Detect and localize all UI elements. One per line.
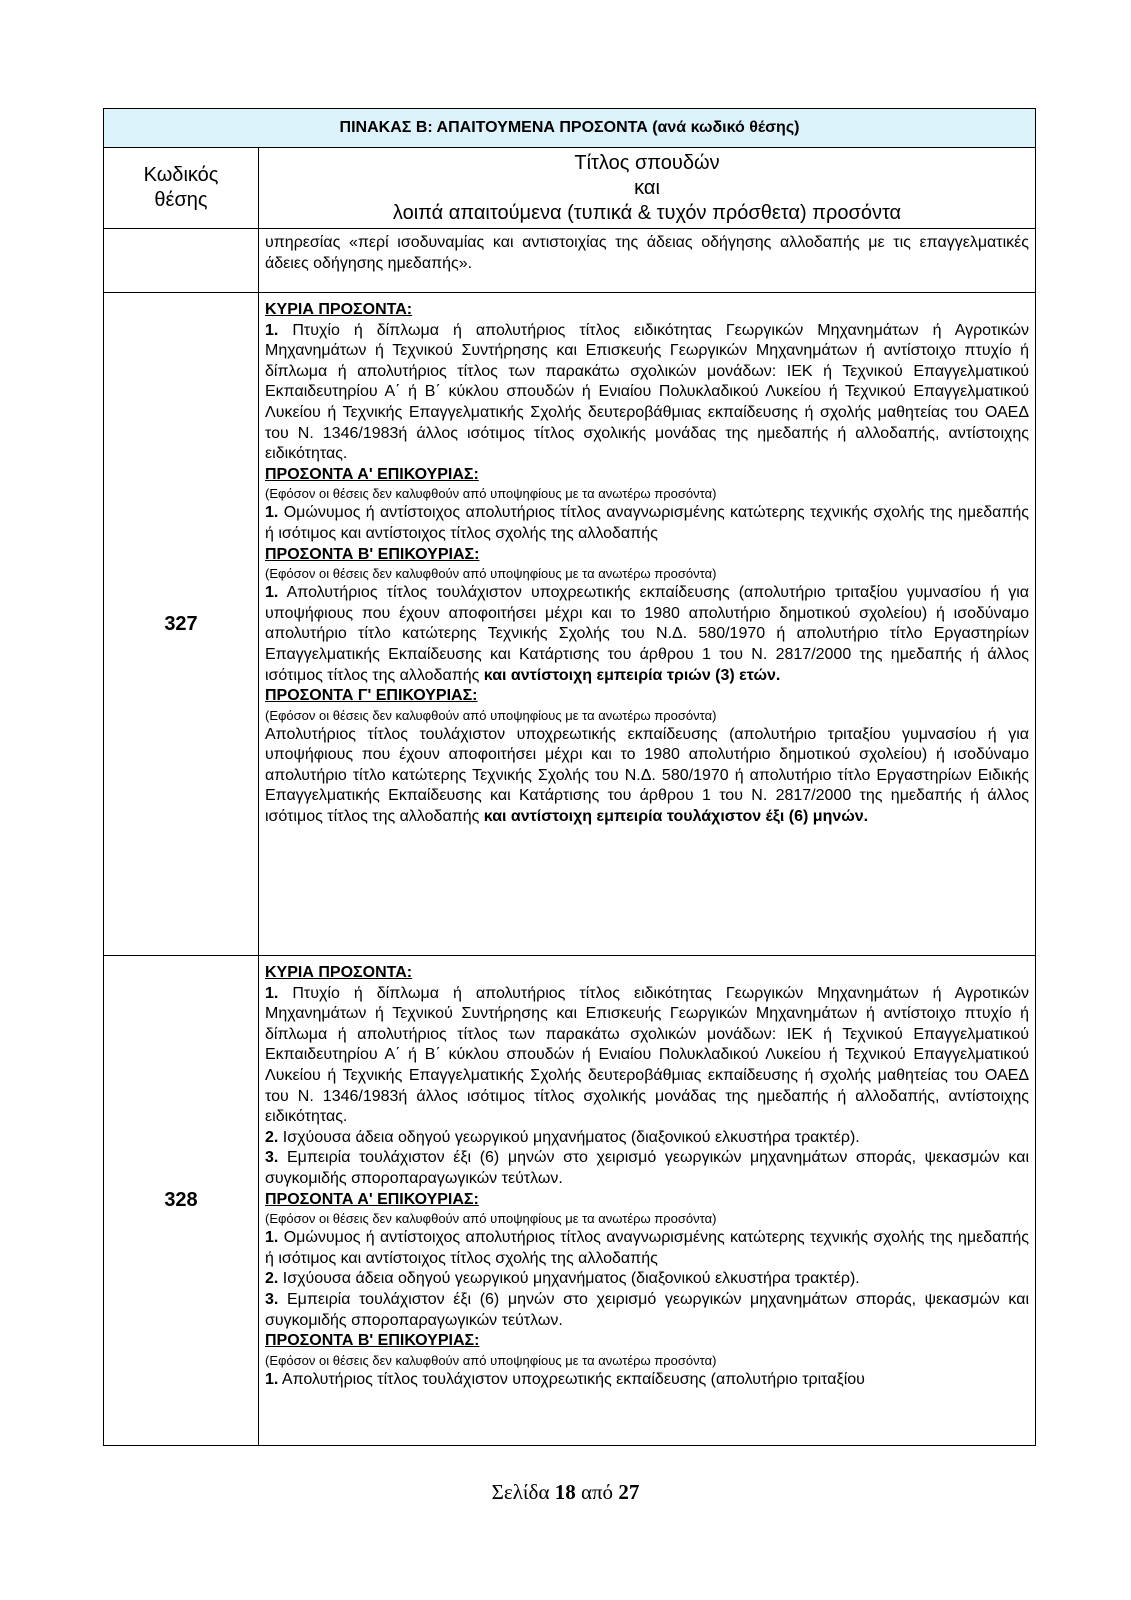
a-qualifications-heading: ΠΡΟΣΟΝΤΑ Α' ΕΠΙΚΟΥΡΙΑΣ: xyxy=(265,465,479,483)
fallback-note: (Εφόσον οι θέσεις δεν καλυφθούν από υποψηφίους με τα ανωτέρω προσόντα) xyxy=(265,707,717,723)
item-text: Απολυτήριος τίτλος τουλάχιστον υποχρεωτικής εκπαίδευσης (απολυτήριο τριταξίου γυμνασίου ή για υποψήφιους που έχουν αποφοιτήσει μέχρι και το 1980 απολυτήριο δημοτικού σχολείου) ή ισοδύναμο απολυτήριο τίτλο κατώτερης Τεχνικής Σχολής του Ν.Δ. 580/1970 ή απολυτήριο τίτλο Εργαστηρίων Επαγγελματικής Εκπαίδευσης και Κατάρτισης του άρθρου 1 του Ν. 2817/2000 της ημεδαπής ή άλλος ισότιμος τίτλος της αλλοδαπής xyxy=(265,584,1030,684)
requirements-cell xyxy=(259,956,1036,1446)
footer-total-pages: 27 xyxy=(618,1480,640,1504)
item-text: Ομώνυμος ή αντίστοιχος απολυτήριος τίτλος αναγνωρισμένης κατώτερης τεχνικής σχολής της ημεδαπής ή ισότιμος και αντίστοιχος τίτλος σχολής της αλλοδαπής xyxy=(265,504,1030,542)
item-number: 1. xyxy=(265,321,279,339)
item-number: 2. xyxy=(265,1128,279,1146)
page-footer xyxy=(0,1480,1131,1505)
item-number: 1. xyxy=(265,1370,279,1388)
header-text-line3: λοιπά απαιτούμενα (τυπικά & τυχόν πρόσθετα) προσόντα xyxy=(392,202,902,224)
list-item xyxy=(265,1128,1029,1149)
continuation-text: υπηρεσίας «περί ισοδυναμίας και αντιστοιχίας της άδειας οδήγησης αλλοδαπής με τις επαγγελματικές άδειες οδήγησης ημεδαπής». xyxy=(259,229,1036,293)
header-text-line1: Τίτλος σπουδών xyxy=(574,152,720,174)
table-title-row xyxy=(104,109,1036,148)
list-item xyxy=(265,583,1029,686)
list-item xyxy=(265,321,1029,465)
position-code: 328 xyxy=(104,956,259,1446)
item-text: Ισχύουσα άδεια οδηγού γεωργικού μηχανήματος (διαξονικού ελκυστήρα τρακτέρ). xyxy=(282,1128,860,1146)
list-item xyxy=(265,725,1029,828)
header-text-cell xyxy=(259,148,1036,229)
item-text: Ομώνυμος ή αντίστοιχος απολυτήριος τίτλος αναγνωρισμένης κατώτερης τεχνικής σχολής της ημεδαπής ή ισότιμος και αντίστοιχος τίτλος σχολής της αλλοδαπής xyxy=(265,1229,1030,1267)
fallback-note: (Εφόσον οι θέσεις δεν καλυφθούν από υποψηφίους με τα ανωτέρω προσόντα) xyxy=(265,486,717,502)
fallback-note: (Εφόσον οι θέσεις δεν καλυφθούν από υποψηφίους με τα ανωτέρω προσόντα) xyxy=(265,566,717,582)
list-item xyxy=(265,1269,1029,1290)
item-number: 1. xyxy=(265,1229,279,1247)
list-item xyxy=(265,1148,1029,1189)
fallback-note: (Εφόσον οι θέσεις δεν καλυφθούν από υποψηφίους με τα ανωτέρω προσόντα) xyxy=(265,1352,717,1368)
item-number: 1. xyxy=(265,504,279,522)
table-title: ΠΙΝΑΚΑΣ Β: ΑΠΑΙΤΟΥΜΕΝΑ ΠΡΟΣΟΝΤΑ (ανά κωδικό θέσης) xyxy=(104,109,1036,148)
item-text: Εμπειρία τουλάχιστον έξι (6) μηνών στο χειρισμό γεωργικών μηχανημάτων σποράς, ψεκασμών και συγκομιδής σποροπαραγωγικών τεύτλων. xyxy=(265,1149,1030,1187)
main-qualifications-heading: ΚΥΡΙΑ ΠΡΟΣΟΝΤΑ: xyxy=(265,301,413,318)
item-text: Ισχύουσα άδεια οδηγού γεωργικού μηχανήματος (διαξονικού ελκυστήρα τρακτέρ). xyxy=(282,1270,860,1288)
position-code: 327 xyxy=(104,293,259,956)
item-number: 3. xyxy=(265,1149,279,1167)
item-text: Απολυτήριος τίτλος τουλάχιστον υποχρεωτικής εκπαίδευσης (απολυτήριο τριταξίου γυμνασίου ή για υποψήφιους που έχουν αποφοιτήσει μέχρι και το 1980 απολυτήριο δημοτικού σχολείου) ή ισοδύναμο απολυτήριο τίτλο κατώτερης Τεχνικής Σχολής του Ν.Δ. 580/1970 ή απολυτήριο τίτλο Εργαστηρίων Ειδικής Επαγγελματικής Εκπαίδευσης και Κατάρτισης του άρθρου 1 του Ν. 2817/2000 της ημεδαπής ή άλλος ισότιμος τίτλος της αλλοδαπής xyxy=(265,725,1030,826)
table-row xyxy=(104,293,1036,956)
footer-page-number: 18 xyxy=(554,1480,576,1504)
item-number: 2. xyxy=(265,1270,279,1288)
continuation-row xyxy=(104,229,1036,293)
item-number: 3. xyxy=(265,1290,279,1308)
c-qualifications-heading: ΠΡΟΣΟΝΤΑ Γ' ΕΠΙΚΟΥΡΙΑΣ: xyxy=(265,687,478,705)
item-number: 1. xyxy=(265,584,279,602)
header-code-line1: Κωδικός xyxy=(143,164,219,186)
list-item xyxy=(265,984,1029,1128)
item-text: Πτυχίο ή δίπλωμα ή απολυτήριος τίτλος ειδικότητας Γεωργικών Μηχανημάτων ή Αγροτικών Μηχανημάτων ή Τεχνικού Συντήρησης και Επισκευής Γεωργικών Μηχανημάτων ή αντίστοιχο πτυχίο ή δίπλωμα ή απολυτήριος τίτλος των παρακάτω σχολικών μονάδων: ΙΕΚ ή Τεχνικού Επαγγελματικού Εκπαιδευτηρίου Α΄ ή Β΄ κύκλου σπουδών ή Ενιαίου Πολυκλαδικού Λυκείου ή Τεχνικού Επαγγελματικού Λυκείου ή Τεχνικής Επαγγελματικής Σχολής δευτεροβάθμιας εκπαίδευσης ή σχολής μαθητείας του ΟΑΕΔ του Ν. 1346/1983ή άλλος ισότιμος τίτλος σχολικής μονάδας της ημεδαπής ή αλλοδαπής, αντίστοιχης ειδικότητας. xyxy=(265,321,1030,463)
requirements-table xyxy=(103,108,1036,1446)
requirements-cell xyxy=(259,293,1036,956)
item-number: 1. xyxy=(265,984,279,1002)
b-qualifications-heading: ΠΡΟΣΟΝΤΑ Β' ΕΠΙΚΟΥΡΙΑΣ: xyxy=(265,1332,480,1350)
item-text: Πτυχίο ή δίπλωμα ή απολυτήριος τίτλος ειδικότητας Γεωργικών Μηχανημάτων ή Αγροτικών Μηχανημάτων ή Τεχνικού Συντήρησης και Επισκευής Γεωργικών Μηχανημάτων ή αντίστοιχο πτυχίο ή δίπλωμα ή απολυτήριος τίτλος των παρακάτω σχολικών μονάδων: ΙΕΚ ή Τεχνικού Επαγγελματικού Εκπαιδευτηρίου Α΄ ή Β΄ κύκλου σπουδών ή Ενιαίου Πολυκλαδικού Λυκείου ή Τεχνικού Επαγγελματικού Λυκείου ή Τεχνικής Επαγγελματικής Σχολής δευτεροβάθμιας εκπαίδευσης ή σχολής μαθητείας του ΟΑΕΔ του Ν. 1346/1983ή άλλος ισότιμος τίτλος σχολικής μονάδας της ημεδαπής ή αλλοδαπής, αντίστοιχης ειδικότητας. xyxy=(265,984,1030,1126)
b-qualifications-heading: ΠΡΟΣΟΝΤΑ Β' ΕΠΙΚΟΥΡΙΑΣ: xyxy=(265,545,480,563)
list-item xyxy=(265,503,1029,544)
a-qualifications-heading: ΠΡΟΣΟΝΤΑ Α' ΕΠΙΚΟΥΡΙΑΣ: xyxy=(265,1190,479,1208)
header-code-line2: θέσης xyxy=(154,189,208,211)
item-emphasis: και αντίστοιχη εμπειρία τριών (3) ετών. xyxy=(483,666,781,684)
header-text-line2: και xyxy=(634,177,660,199)
table-header-row xyxy=(104,148,1036,229)
list-item xyxy=(265,1228,1029,1269)
footer-middle: από xyxy=(580,1480,614,1504)
item-text: Εμπειρία τουλάχιστον έξι (6) μηνών στο χειρισμό γεωργικών μηχανημάτων σποράς, ψεκασμών και συγκομιδής σποροπαραγωγικών τεύτλων. xyxy=(265,1290,1030,1329)
continuation-code-cell xyxy=(104,229,259,293)
list-item xyxy=(265,1370,1029,1391)
table-row xyxy=(104,956,1036,1446)
header-code-cell xyxy=(104,148,259,229)
main-qualifications-heading: ΚΥΡΙΑ ΠΡΟΣΟΝΤΑ: xyxy=(265,964,413,981)
item-text: Απολυτήριος τίτλος τουλάχιστον υποχρεωτικής εκπαίδευσης (απολυτήριο τριταξίου xyxy=(281,1370,865,1388)
footer-prefix: Σελίδα xyxy=(491,1480,550,1504)
fallback-note: (Εφόσον οι θέσεις δεν καλυφθούν από υποψηφίους με τα ανωτέρω προσόντα) xyxy=(265,1211,717,1227)
list-item xyxy=(265,1290,1029,1331)
item-emphasis: και αντίστοιχη εμπειρία τουλάχιστον έξι (6) μηνών. xyxy=(483,808,869,826)
